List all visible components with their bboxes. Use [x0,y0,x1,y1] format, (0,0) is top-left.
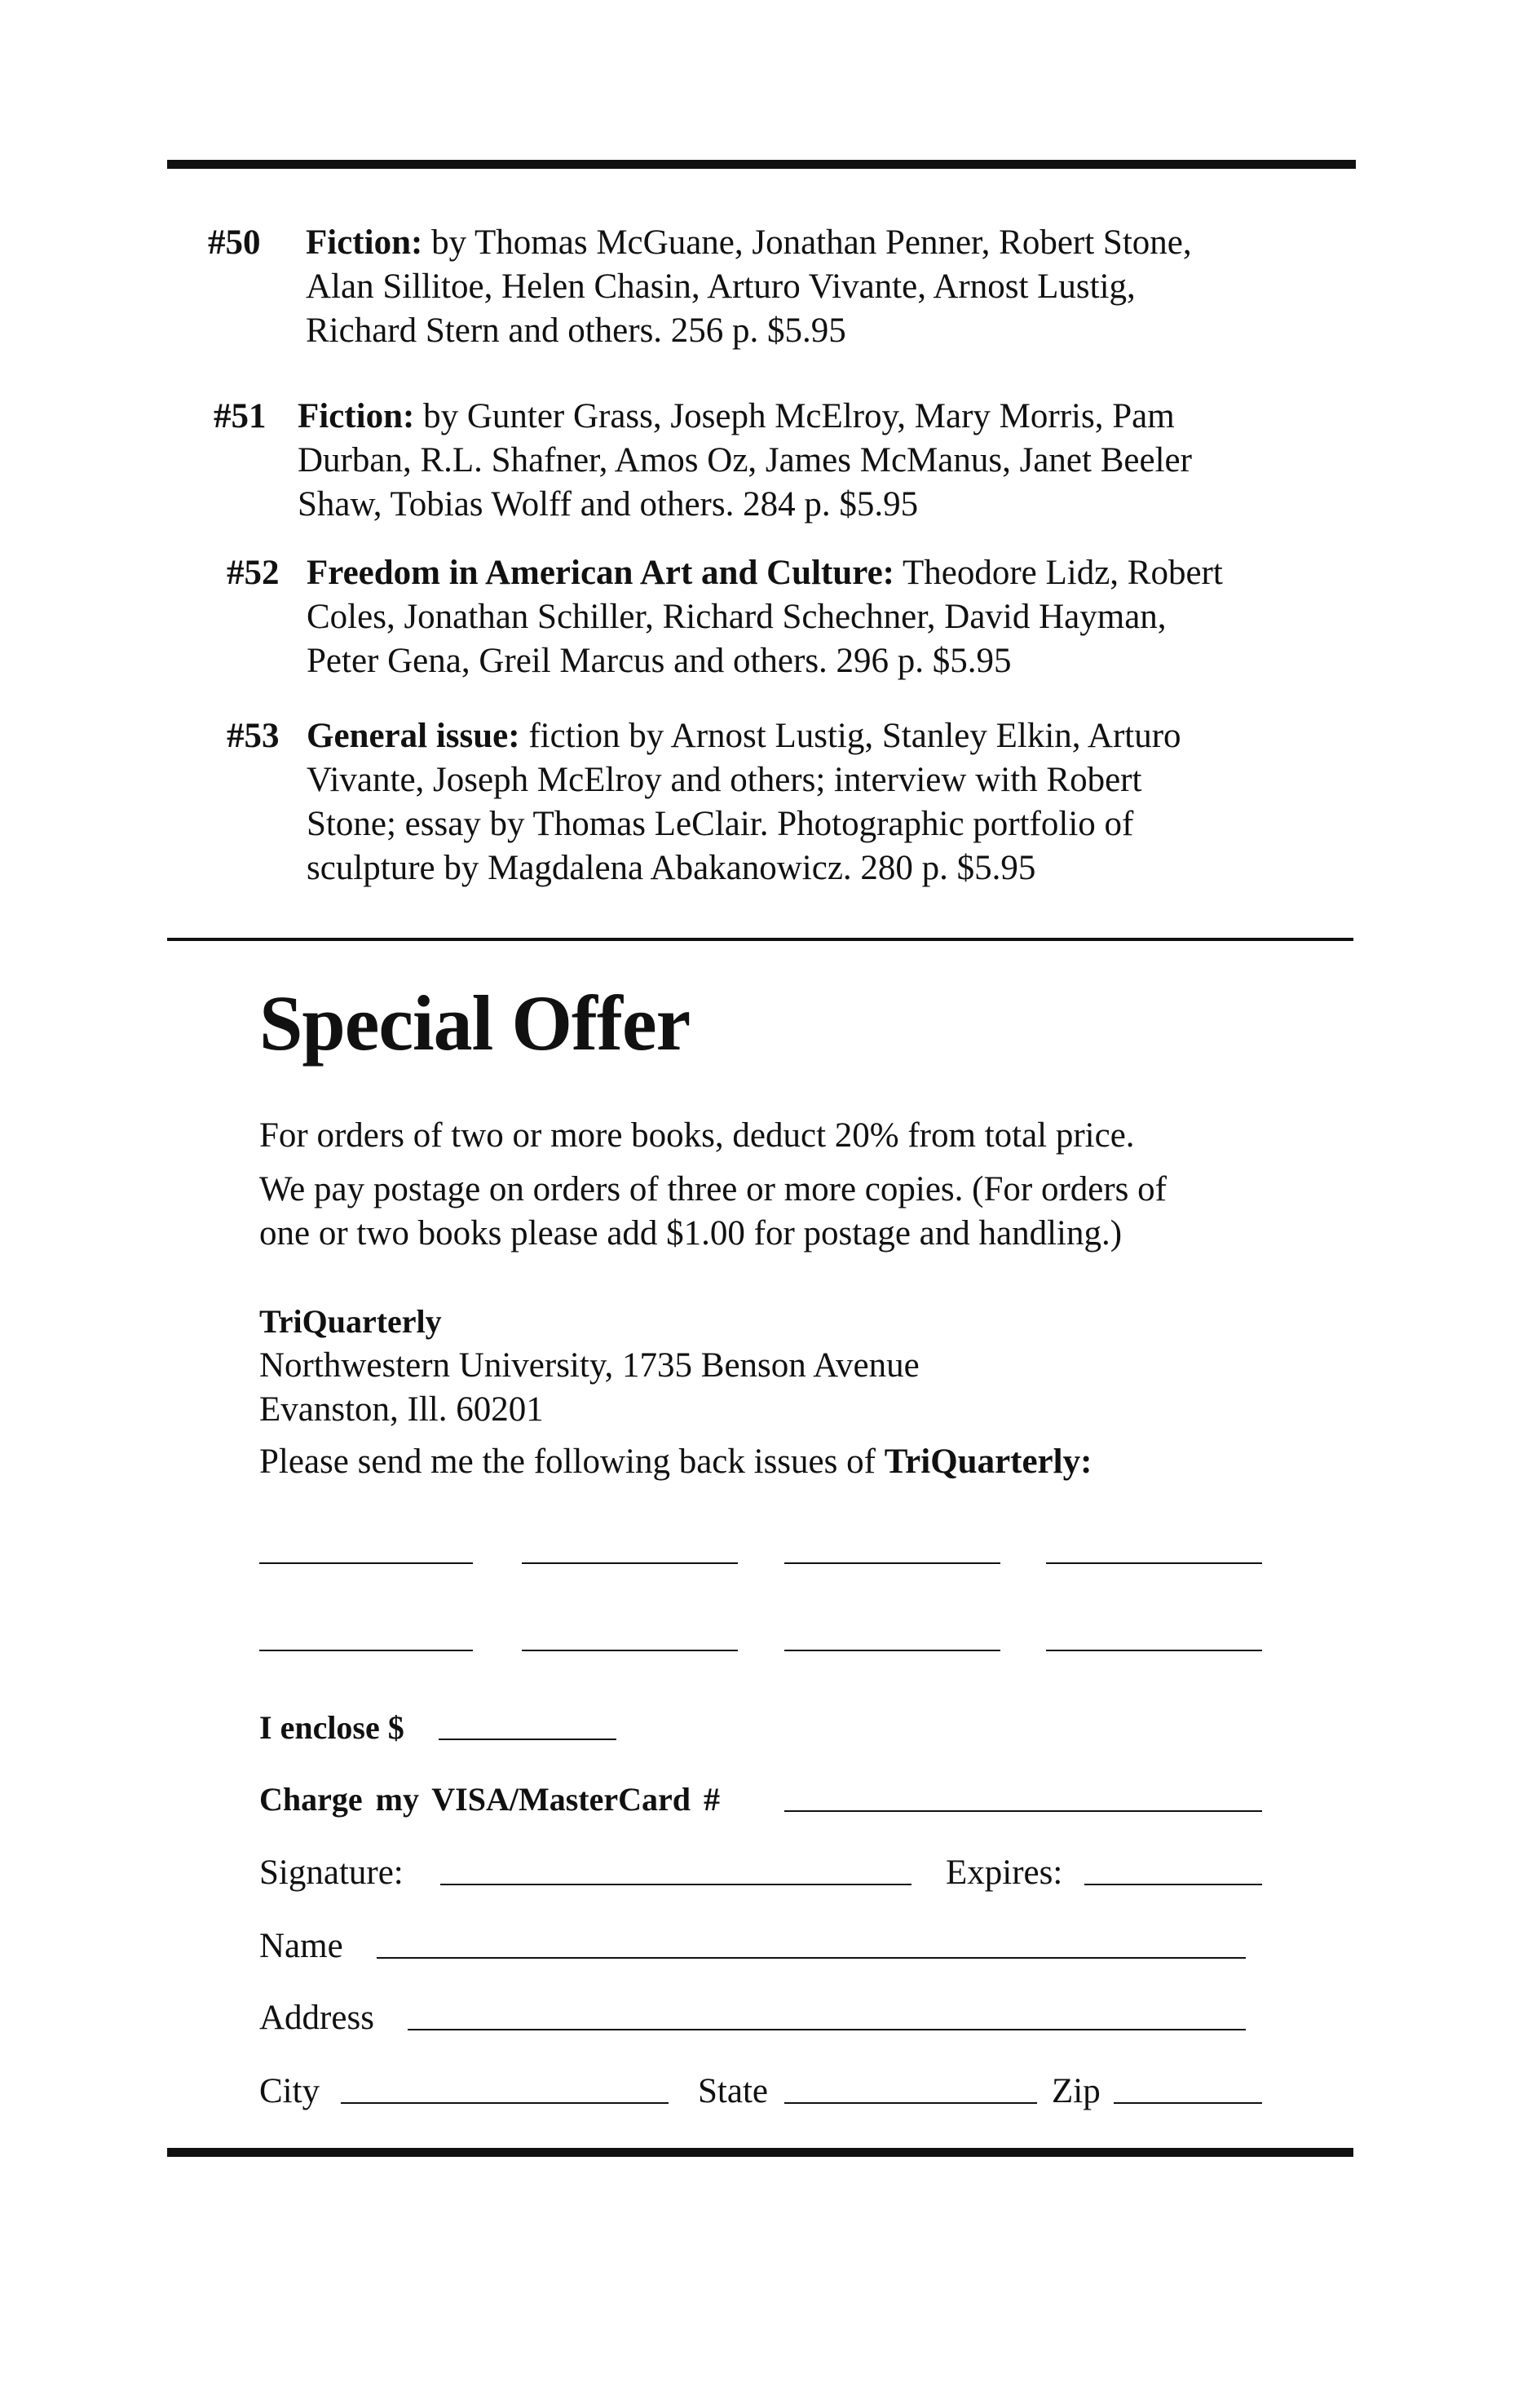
request-brand: TriQuarterly: [884,1443,1092,1481]
issue-blank[interactable] [259,1650,473,1651]
issue-blank[interactable] [784,1650,1000,1651]
issue-51 [214,395,1355,527]
issue-line: Alan Sillitoe, Helen Chasin, Arturo Vivante, Arnost Lustig, [306,267,1136,306]
issue-blank[interactable] [1046,1650,1262,1651]
issue-heading: Fiction: [306,223,423,262]
issue-blank[interactable] [1046,1562,1262,1564]
postage-text-line-1: We pay postage on orders of three or more copies. (For orders of [259,1170,1167,1208]
issue-line: Coles, Jonathan Schiller, Richard Schechner, David Hayman, [307,598,1167,636]
issue-line: Richard Stern and others. 256 p. $5.95 [306,311,846,350]
state-label: State [698,2072,768,2110]
publisher-name: TriQuarterly [259,1303,442,1340]
discount-text: For orders of two or more books, deduct 20% from total price. [259,1116,1135,1155]
section-divider [167,938,1353,941]
issue-line: Theodore Lidz, Robert [902,554,1223,592]
issue-line: fiction by Arnost Lustig, Stanley Elkin, Arturo [528,717,1181,755]
expires-field[interactable] [1084,1884,1262,1885]
issue-blank[interactable] [522,1562,738,1564]
issue-52 [227,551,1368,683]
issue-line: sculpture by Magdalena Abakanowicz. 280 p. $5.95 [307,849,1036,887]
issue-line: Peter Gena, Greil Marcus and others. 296 p. $5.95 [307,642,1012,680]
top-rule [167,160,1356,169]
enclose-label: I enclose $ [259,1709,404,1746]
name-label: Name [259,1927,343,1965]
city-label: City [259,2072,320,2110]
bottom-rule [167,2148,1353,2157]
issue-number: #52 [227,554,280,592]
address-line-2: Evanston, Ill. 60201 [259,1390,544,1429]
issue-blank[interactable] [259,1562,473,1564]
issue-heading: Freedom in American Art and Culture: [307,554,894,592]
request-prefix: Please send me the following back issues of [259,1443,876,1481]
issue-53 [227,714,1368,890]
signature-field[interactable] [440,1884,911,1885]
address-field[interactable] [408,2029,1246,2030]
enclose-field[interactable] [439,1739,616,1740]
issue-blank[interactable] [522,1650,738,1651]
issue-line: by Thomas McGuane, Jonathan Penner, Robert Stone, [431,223,1192,262]
issue-number: #53 [227,717,280,755]
issue-heading: General issue: [307,717,520,755]
issue-number: #51 [214,397,267,435]
issue-50 [208,221,1349,353]
zip-field[interactable] [1114,2102,1262,2104]
charge-label: Charge my VISA/MasterCard # [259,1781,720,1818]
state-field[interactable] [784,2102,1037,2104]
offer-title: Special Offer [259,979,691,1067]
postage-text-line-2: one or two books please add $1.00 for postage and handling.) [259,1214,1123,1253]
name-field[interactable] [377,1957,1246,1959]
city-field[interactable] [341,2102,669,2104]
issue-line: by Gunter Grass, Joseph McElroy, Mary Morris, Pam [423,397,1175,435]
issue-heading: Fiction: [298,397,415,435]
issue-blank[interactable] [784,1562,1000,1564]
card-number-field[interactable] [784,1810,1262,1812]
issue-line: Durban, R.L. Shafner, Amos Oz, James McManus, Janet Beeler [298,441,1192,479]
expires-label: Expires: [946,1853,1063,1892]
request-text [259,1440,1352,1484]
issue-number: #50 [208,223,261,262]
address-line-1: Northwestern University, 1735 Benson Avenue [259,1346,920,1385]
issue-line: Shaw, Tobias Wolff and others. 284 p. $5.95 [298,485,919,524]
issue-line: Vivante, Joseph McElroy and others; interview with Robert [307,761,1142,799]
issue-line: Stone; essay by Thomas LeClair. Photographic portfolio of [307,805,1134,843]
zip-label: Zip [1052,2072,1101,2110]
signature-label: Signature: [259,1853,404,1892]
address-label: Address [259,1999,374,2037]
